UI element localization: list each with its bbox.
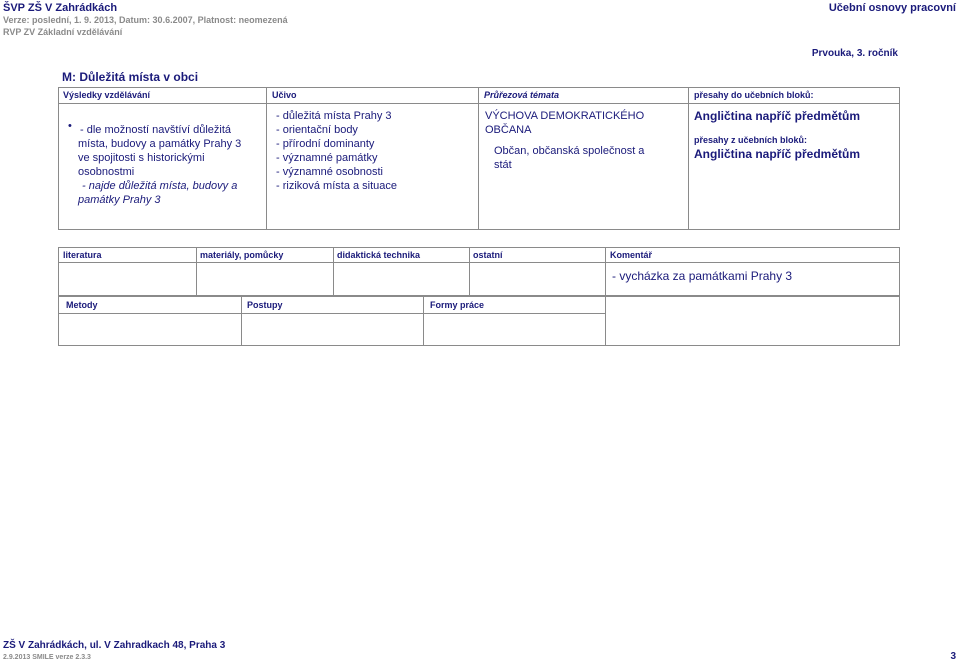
curriculum-item: - významné osobnosti [276,166,383,178]
topic-title: M: Důležitá místa v obci [62,70,199,84]
bullet-icon: • [68,120,72,132]
version-line: Verze: poslední, 1. 9. 2013, Datum: 30.6.2007, Platnost: neomezená [3,15,288,25]
curriculum-item: - významné památky [276,152,378,164]
footer-address: ZŠ V Zahrádkách, ul. V Zahradkach 48, Praha 3 [3,640,226,651]
themes-item: Občan, občanská společnost a [494,145,645,157]
comment-header: Komentář [610,250,653,260]
curriculum-cell [276,109,476,193]
outcome-line: osobnostmi [78,166,135,178]
grade-label: Prvouka, 3. ročník [811,48,898,59]
comment-value: - vycházka za památkami Prahy 3 [612,269,793,283]
outcome-line-italic: památky Prahy 3 [78,194,161,206]
rvp-line: RVP ZV Základní vzdělávání [3,27,123,37]
curriculum-item: - riziková místa a situace [276,180,398,192]
themes-header: Průřezová témata [484,90,560,100]
other-header: ostatní [473,250,503,260]
procedures-header: Postupy [247,300,283,310]
outcome-line-italic: - najde důležitá místa, budovy a [82,180,238,192]
outcome-line: - dle možností navštíví důležitá [80,124,232,136]
themes-title: VÝCHOVA DEMOKRATICKÉHO OBČANA [485,110,645,136]
themes-cell [485,109,685,172]
themes-item: stát [494,159,512,171]
outcome-line: místa, budovy a památky Prahy 3 [78,138,242,150]
curriculum-header: Učivo [272,90,297,100]
footer-software: 2.9.2013 SMILE verze 2.3.3 [3,654,91,661]
overlaps-to-value: Angličtina napříč předmětům [694,109,861,123]
page-number: 3 [950,651,956,662]
curriculum-item: - přírodní dominanty [276,138,375,150]
materials-header: materiály, pomůcky [200,250,284,260]
outcome-line: ve spojitosti s historickými [78,152,205,164]
curriculum-item: - důležitá místa Prahy 3 [276,110,392,122]
school-name: ŠVP ZŠ V Zahrádkách [3,2,118,14]
overlaps-from-header: přesahy z učebních bloků: [694,135,808,145]
overlaps-to-header: přesahy do učebních bloků: [694,90,814,100]
document-type: Učební osnovy pracovní [828,2,956,14]
overlaps-cell [694,109,898,161]
forms-header: Formy práce [430,300,485,310]
curriculum-item: - orientační body [276,124,358,136]
overlaps-from-value: Angličtina napříč předmětům [694,147,861,161]
tech-header: didaktická technika [337,250,421,260]
methods-header: Metody [66,300,98,310]
outcomes-cell [64,120,264,207]
literature-header: literatura [63,250,102,260]
outcomes-header: Výsledky vzdělávání [63,90,151,100]
